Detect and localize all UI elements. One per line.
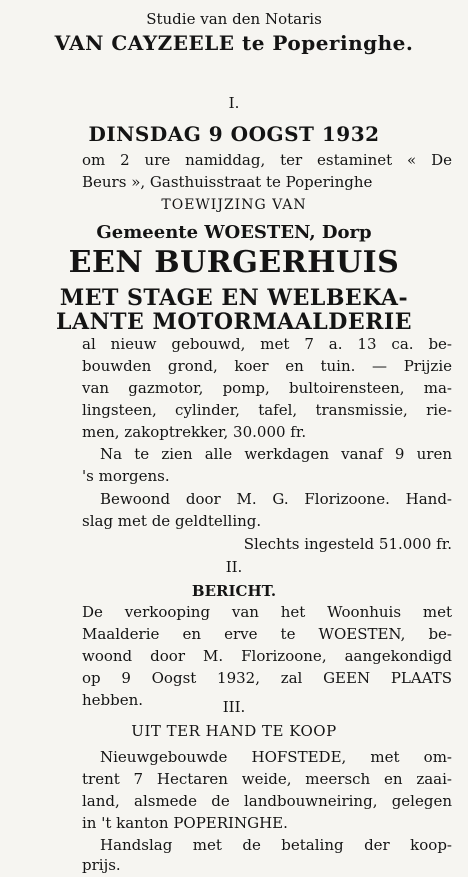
- occupant-line: Bewoond door M. G. Florizoone. Hand-: [100, 490, 452, 508]
- subheadline: LANTE MOTORMAALDERIE: [56, 309, 412, 335]
- sale-line: Nieuwgebouwde HOFSTEDE, met om-: [100, 748, 452, 766]
- auction-date: DINSDAG 9 OOGST 1932: [88, 122, 380, 146]
- notice-line: Maalderie en erve te WOESTEN, be-: [82, 625, 452, 643]
- section-title: BERICHT.: [191, 582, 277, 600]
- occupant-line: slag met de geldtelling.: [82, 512, 262, 530]
- body-line: men, zakoptrekker, 30.000 fr.: [82, 423, 307, 441]
- notice-line: hebben.: [82, 691, 144, 709]
- sale-line: trent 7 Hectaren weide, meersch en zaai-: [82, 770, 452, 788]
- sale-line: land, alsmede de landbouwneiring, gelegen: [82, 792, 452, 810]
- body-line: van gazmotor, pomp, bultoirensteen, ma-: [82, 379, 452, 397]
- notary-office: Studie van den Notaris: [146, 10, 322, 28]
- subheadline: MET STAGE EN WELBEKA-: [59, 285, 409, 311]
- section-numeral-1: I.: [228, 94, 240, 112]
- body-line: bouwden grond, koer en tuin. — Prijzie: [82, 357, 452, 375]
- section-title: UIT TER HAND TE KOOP: [131, 722, 337, 740]
- section-numeral-3: III.: [222, 698, 246, 716]
- sale-line: in 't kanton POPERINGHE.: [82, 814, 288, 832]
- municipality-line: Gemeente WOESTEN, Dorp: [96, 222, 372, 243]
- notice-line: op 9 Oogst 1932, zal GEEN PLAATS: [82, 669, 452, 687]
- award-line: TOEWIJZING VAN: [161, 197, 307, 213]
- notary-name: VAN CAYZEELE te Poperinghe.: [54, 31, 414, 55]
- time-place-line: om 2 ure namiddag, ter estaminet « De: [82, 151, 452, 169]
- viewing-line: Na te zien alle werkdagen vanaf 9 uren: [100, 445, 452, 463]
- body-line: al nieuw gebouwd, met 7 a. 13 ca. be-: [82, 335, 452, 353]
- time-place-line: Beurs », Gasthuisstraat te Poperinghe: [82, 173, 373, 191]
- notice-line: woond door M. Florizoone, aangekondigd: [82, 647, 452, 665]
- handslag-line: prijs.: [82, 856, 121, 874]
- viewing-line: 's morgens.: [82, 467, 170, 485]
- handslag-line: Handslag met de betaling der koop-: [100, 836, 452, 854]
- headline: EEN BURGERHUIS: [68, 245, 400, 280]
- starting-price: Slechts ingesteld 51.000 fr.: [243, 535, 452, 553]
- section-numeral-2: II.: [225, 558, 243, 576]
- body-line: lingsteen, cylinder, tafel, transmissie, rie-: [82, 401, 452, 419]
- notice-line: De verkooping van het Woonhuis met: [82, 603, 452, 621]
